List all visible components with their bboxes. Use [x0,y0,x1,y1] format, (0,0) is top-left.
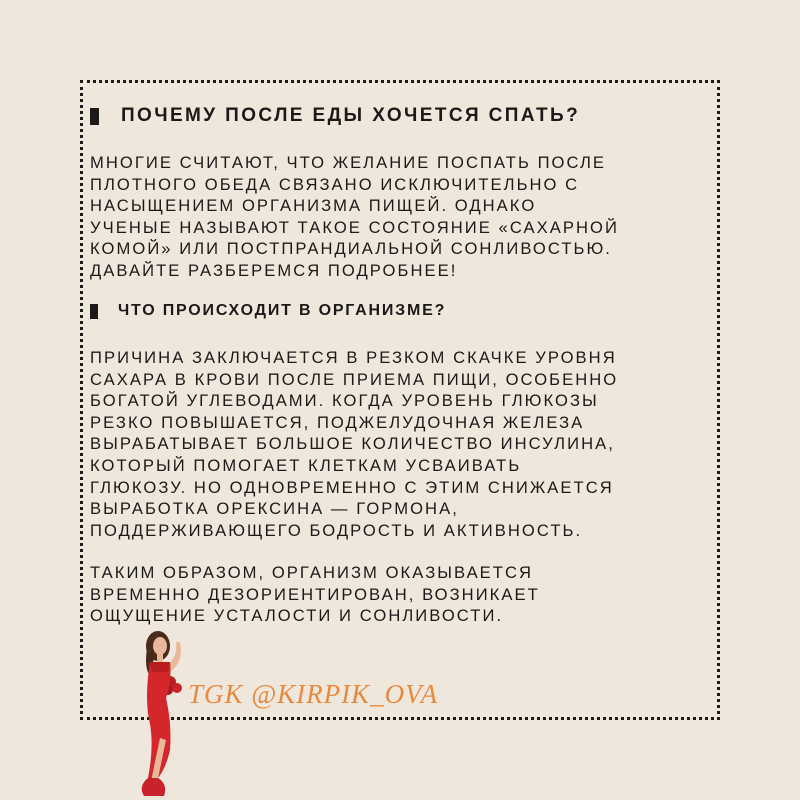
text-line: ПОДДЕРЖИВАЮЩЕГО БОДРОСТЬ И АКТИВНОСТЬ. [90,520,583,540]
conclusion-paragraph [90,562,540,627]
text-line: ДАВАЙТЕ РАЗБЕРЕМСЯ ПОДРОБНЕЕ! [90,260,458,280]
text-line: ВЫРАБОТКА ОРЕКСИНА — ГОРМОНА, [90,499,459,519]
intro-paragraph [90,152,619,282]
text-line: ОЩУЩЕНИЕ УСТАЛОСТИ И СОНЛИВОСТИ. [90,606,504,626]
section-title-sleep-after-food [90,105,580,127]
woman-in-red-dress-icon [120,628,200,800]
telegram-handle: TGK @KIRPIK_OVA [188,679,439,709]
text-line: УЧЕНЫЕ НАЗЫВАЮТ ТАКОЕ СОСТОЯНИЕ «САХАРНОЙ [90,217,619,237]
text-line: НАСЫЩЕНИЕМ ОРГАНИЗМА ПИЩЕЙ. ОДНАКО [90,196,537,216]
text-line: ПРИЧИНА ЗАКЛЮЧАЕТСЯ В РЕЗКОМ СКАЧКЕ УРОВНЯ [90,348,617,367]
text-line: САХАРА В КРОВИ ПОСЛЕ ПРИЕМА ПИЩИ, ОСОБЕННО [90,369,619,389]
explanation-paragraph [90,347,618,541]
square-bullet-icon [90,108,99,125]
text-line: МНОГИЕ СЧИТАЮТ, ЧТО ЖЕЛАНИЕ ПОСПАТЬ ПОСЛЕ [90,153,607,172]
text-line: КОМОЙ» ИЛИ ПОСТПРАНДИАЛЬНОЙ СОНЛИВОСТЬЮ. [90,239,612,259]
section-title-text: ПОЧЕМУ ПОСЛЕ ЕДЫ ХОЧЕТСЯ СПАТЬ? [121,105,581,126]
text-line: РЕЗКО ПОВЫШАЕТСЯ, ПОДЖЕЛУДОЧНАЯ ЖЕЛЕЗА [90,412,585,432]
text-line: ВЫРАБАТЫВАЕТ БОЛЬШОЕ КОЛИЧЕСТВО ИНСУЛИНА, [90,434,615,454]
section-title-what-happens [90,302,446,320]
text-line: БОГАТОЙ УГЛЕВОДАМИ. КОГДА УРОВЕНЬ ГЛЮКОЗЫ [90,391,599,411]
text-line: ТАКИМ ОБРАЗОМ, ОРГАНИЗМ ОКАЗЫВАЕТСЯ [90,563,534,582]
text-line: ВРЕМЕННО ДЕЗОРИЕНТИРОВАН, ВОЗНИКАЕТ [90,584,540,604]
section-title-text: ЧТО ПРОИСХОДИТ В ОРГАНИЗМЕ? [118,302,447,319]
text-line: ГЛЮКОЗУ. НО ОДНОВРЕМЕННО С ЭТИМ СНИЖАЕТСЯ [90,477,614,497]
text-line: КОТОРЫЙ ПОМОГАЕТ КЛЕТКАМ УСВАИВАТЬ [90,455,522,475]
text-line: ПЛОТНОГО ОБЕДА СВЯЗАНО ИСКЛЮЧИТЕЛЬНО С [90,174,580,194]
square-bullet-icon [90,304,98,319]
